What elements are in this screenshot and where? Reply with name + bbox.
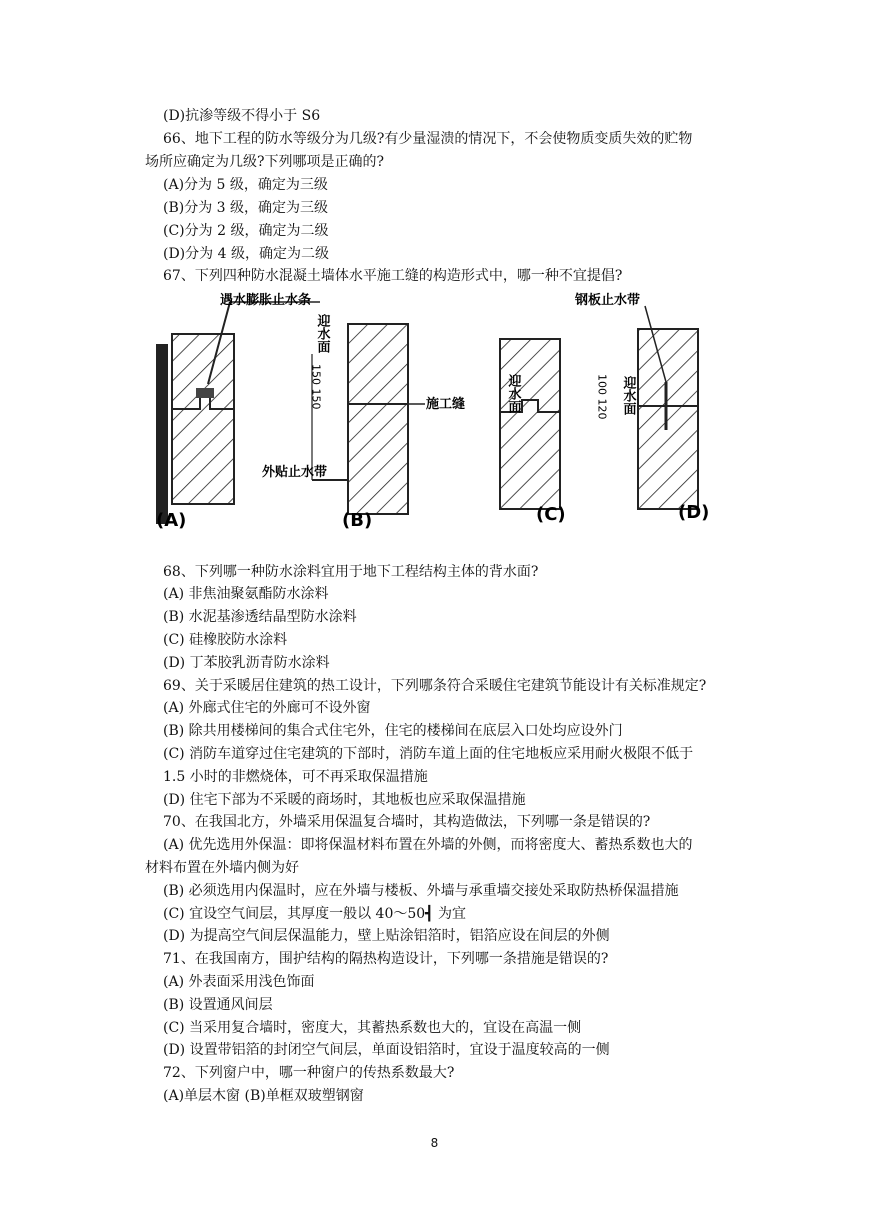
option-71-a: (A) 外表面采用浅色饰面 bbox=[163, 974, 315, 990]
label-b: (B) bbox=[342, 510, 373, 531]
option-69-c: (C) 消防车道穿过住宅建筑的下部时，消防车道上面的住宅地板应采用耐火极限不低于 bbox=[163, 746, 694, 762]
option-70-d: (D) 为提高空气间层保温能力，壁上贴涂铝箔时，铝箔应设在间层的外侧 bbox=[163, 928, 610, 944]
callout-b-external-waterstop: 外贴止水带 bbox=[262, 465, 328, 480]
label-c: (C) bbox=[536, 504, 566, 525]
option-71-b: (B) 设置通风间层 bbox=[163, 997, 273, 1013]
option-68-c: (C) 硅橡胶防水涂料 bbox=[163, 632, 288, 648]
option-71-c: (C) 当采用复合墙时，密度大，其蓄热系数也大的，宜设在高温一侧 bbox=[163, 1020, 582, 1036]
option-68-a: (A) 非焦油聚氨酯防水涂料 bbox=[163, 586, 329, 602]
callout-b-water-face: 迎水面 bbox=[314, 314, 330, 353]
option-66-b: (B)分为 3 级，确定为三级 bbox=[163, 200, 329, 216]
option-72-ab: (A)单层木窗 (B)单框双玻塑钢窗 bbox=[163, 1088, 364, 1104]
label-d: (D) bbox=[678, 502, 710, 523]
option-70-c: (C) 宜设空气间层，其厚度一般以 40～50┫ 为宜 bbox=[163, 906, 467, 922]
question-70: 70、在我国北方，外墙采用保温复合墙时，其构造做法，下列哪一条是错误的? bbox=[163, 814, 651, 830]
option-68-d: (D) 丁苯胶乳沥青防水涂料 bbox=[163, 655, 330, 671]
panel-c bbox=[500, 339, 566, 525]
panel-b bbox=[262, 313, 465, 531]
option-66-d: (D)分为 4 级，确定为二级 bbox=[163, 246, 329, 262]
callout-b-joint: 施工缝 bbox=[426, 397, 466, 412]
option-69-d: (D) 住宅下部为不采暖的商场时，其地板也应采取保温措施 bbox=[163, 792, 526, 808]
construction-joint-figure bbox=[150, 284, 750, 544]
callout-c-water-face: 迎水面 bbox=[505, 374, 521, 413]
callout-b-dimension: 150 150 bbox=[309, 364, 323, 410]
question-66-continued: 场所应确定为几级?下列哪项是正确的? bbox=[145, 154, 385, 170]
option-65-d: (D)抗渗等级不得小于 S6 bbox=[163, 108, 321, 124]
question-72: 72、下列窗户中，哪一种窗户的传热系数最大? bbox=[163, 1065, 455, 1081]
option-66-c: (C)分为 2 级，确定为二级 bbox=[163, 223, 329, 239]
option-69-b: (B) 除共用楼梯间的集合式住宅外，住宅的楼梯间在底层入口处均应设外门 bbox=[163, 723, 623, 739]
option-69-a: (A) 外廊式住宅的外廊可不设外窗 bbox=[163, 700, 371, 716]
option-71-d: (D) 设置带铝箔的封闭空气间层，单面设铝箔时，宜设于温度较高的一侧 bbox=[163, 1042, 610, 1058]
question-69: 69、关于采暖居住建筑的热工设计，下列哪条符合采暖住宅建筑节能设计有关标准规定? bbox=[163, 678, 707, 694]
panel-a bbox=[156, 292, 320, 531]
question-71: 71、在我国南方，围护结构的隔热构造设计，下列哪一条措施是错误的? bbox=[163, 951, 609, 967]
option-68-b: (B) 水泥基渗透结晶型防水涂料 bbox=[163, 609, 357, 625]
option-66-a: (A)分为 5 级，确定为三级 bbox=[163, 177, 328, 193]
option-69-c-continued: 1.5 小时的非燃烧体，可不再采取保温措施 bbox=[163, 769, 428, 785]
option-70-a: (A) 优先选用外保温：即将保温材料布置在外墙的外侧，而将密度大、蓄热系数也大的 bbox=[163, 837, 693, 853]
option-70-b: (B) 必须选用内保温时，应在外墙与楼板、外墙与承重墙交接处采取防热桥保温措施 bbox=[163, 883, 679, 899]
option-70-a-continued: 材料布置在外墙内侧为好 bbox=[145, 860, 299, 876]
callout-waterstop-strip: 遇水膨胀止水条 bbox=[220, 293, 312, 308]
callout-d-steel-waterstop: 钢板止水带 bbox=[575, 293, 641, 308]
label-a: (A) bbox=[156, 510, 187, 531]
question-68: 68、下列哪一种防水涂料宜用于地下工程结构主体的背水面? bbox=[163, 564, 539, 580]
callout-d-dimension: 100 120 bbox=[595, 374, 609, 420]
question-67: 67、下列四种防水混凝土墙体水平施工缝的构造形式中，哪一种不宜提倡? bbox=[163, 268, 623, 284]
panel-d bbox=[574, 292, 709, 523]
question-66: 66、地下工程的防水等级分为几级?有少量湿溃的情况下，不会使物质变质失效的贮物 bbox=[163, 131, 693, 147]
page-number: 8 bbox=[430, 1136, 439, 1150]
callout-d-water-face: 迎水面 bbox=[620, 376, 636, 415]
